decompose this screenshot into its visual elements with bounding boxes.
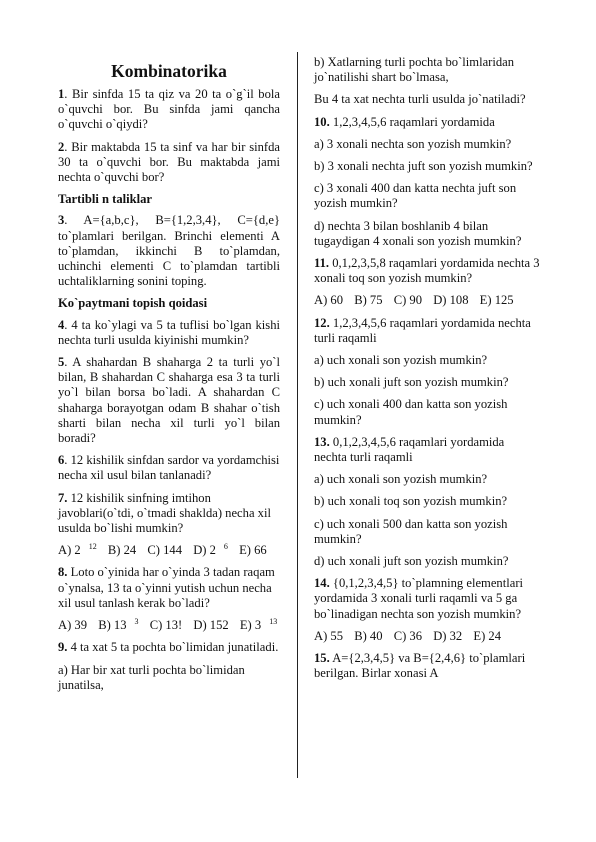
problem-number: 5	[58, 355, 65, 370]
problem-number: 15.	[314, 651, 330, 666]
answer-d: D) 2 $^6$	[193, 542, 228, 558]
problem-9	[58, 640, 280, 655]
problem-10-part-c: c) 3 xonali 400 dan katta nechta juft son yozish mumkin?	[314, 181, 517, 211]
right-column	[314, 55, 540, 689]
problem-number: 14.	[314, 576, 330, 591]
problem-9-part-a: a) Har bir xat turli pochta bo`limidan junatilsa,	[58, 662, 245, 692]
page-title: Kombinatorika	[111, 61, 227, 81]
problem-text: . Bir maktabda 15 ta sinf va har bir sinfda 30 ta o`quvchi bor. Bu maktabda jami nechta o`quvchi bor?	[58, 139, 280, 185]
answers-7	[58, 543, 280, 558]
problem-number: 10.	[314, 114, 330, 129]
problem-10-part-d: d) nechta 3 bilan boshlanib 4 bilan tugaydigan 4 xonali son yozish mumkin?	[314, 218, 522, 248]
answers-11	[314, 293, 540, 308]
problem-13-part-c: c) uch xonali 500 dan katta son yozish mumkin?	[314, 516, 508, 546]
answer-d: D) 152	[193, 618, 229, 633]
answer-a: A) 60	[314, 293, 344, 308]
problem-5	[58, 355, 280, 446]
problem-number: 1	[58, 87, 65, 101]
problem-10-part-a: a) 3 xonali nechta son yozish mumkin?	[314, 136, 512, 151]
answer-b: B) 40	[354, 628, 383, 643]
problem-text: A={2,3,4,5} va B={2,4,6} to`plamlari berilgan. Birlar xonasi A	[314, 651, 526, 681]
problem-number: 4	[58, 317, 65, 332]
problem-text: . 12 kishilik sinfdan sardor va yordamchisi necha xil usul bilan tanlanadi?	[58, 453, 280, 483]
answer-e: E) 3 $^{13}$	[239, 617, 278, 633]
problem-10	[314, 115, 540, 130]
problem-3	[58, 213, 280, 289]
problem-text: 0,1,2,3,4,5,6 raqamlari yordamida nechta turli raqamli	[314, 434, 505, 465]
section-heading-product-rule: Ko`paytmani topish qoidasi	[58, 296, 208, 311]
problem-text: 1,2,3,4,5,6 raqamlari yordamida nechta turli raqamli	[314, 315, 531, 345]
problem-12-part-c: c) uch xonali 400 dan katta son yozish mumkin?	[314, 397, 508, 427]
problem-7	[58, 491, 280, 537]
answer-e: E) 66	[239, 543, 267, 558]
problem-text: 0,1,2,3,5,8 raqamlari yordamida nechta 3 xonali toq son yozish mumkin?	[314, 256, 540, 286]
problem-text: 4 ta xat 5 ta pochta bo`limidan junatiladi.	[67, 640, 279, 655]
problem-10-part-b: b) 3 xonali nechta juft son yozish mumkin?	[314, 159, 533, 174]
problem-number: 7.	[58, 490, 68, 505]
answer-a: A) 39	[58, 618, 88, 633]
problem-13-part-b: b) uch xonali toq son yozish mumkin?	[314, 494, 508, 509]
problem-13-part-a: a) uch xonali son yozish mumkin?	[314, 472, 488, 487]
problem-text: 12 kishilik sinfning imtihon javoblari(o`tdi, o`tmadi shaklda) necha xil usulda bo`lishi mumkin?	[58, 490, 271, 536]
problem-13-part-d: d) uch xonali juft son yozish mumkin?	[314, 554, 509, 569]
problem-6	[58, 453, 280, 483]
problem-number: 11.	[314, 256, 330, 271]
problem-1	[58, 87, 280, 133]
answer-a: A) 2 $^{12}$	[58, 542, 97, 558]
problem-2	[58, 140, 280, 186]
problem-number: 8.	[58, 565, 68, 580]
answer-b: B) 24	[107, 543, 137, 558]
problem-14	[314, 576, 540, 622]
answer-b: B) 75	[354, 293, 383, 308]
problem-number: 2	[58, 139, 65, 154]
problem-text: Loto o`yinida har o`yinda 3 tadan raqam o`ynalsa, 13 ta o`yinni yutish uchun necha xil usul tanlash kerak bo`ladi?	[58, 565, 275, 610]
section-heading-ordered-tuples: Tartibli n taliklar	[58, 192, 153, 207]
problem-13	[314, 435, 540, 465]
problem-number: 9.	[58, 640, 68, 655]
problem-number: 12.	[314, 315, 330, 330]
problem-text: 1,2,3,4,5,6 raqamlari yordamida	[329, 114, 495, 129]
answer-b: B) 13 $^3$	[98, 617, 139, 633]
answers-8	[58, 618, 280, 633]
answer-d: D) 32	[433, 628, 463, 643]
problem-15	[314, 651, 540, 681]
problem-12-part-a: a) uch xonali son yozish mumkin?	[314, 353, 488, 368]
problem-12	[314, 316, 540, 346]
problem-number: 3	[58, 213, 65, 228]
problem-4	[58, 318, 280, 348]
problem-text: . A={a,b,c}, B={1,2,3,4}, C={d,e} to`plamlari berilgan. Brinchi elementi A to`plamdan, ikkinchi B to`plamdan, uchinchi elementi C to`plamdan tartibli uchtaliklarning sonini toping.	[58, 213, 280, 289]
answer-e: E) 125	[479, 293, 514, 308]
answer-c: C) 13!	[149, 618, 183, 633]
problem-12-part-b: b) uch xonali juft son yozish mumkin?	[314, 375, 509, 390]
answer-c: C) 90	[393, 293, 423, 308]
problem-text: . Bir sinfda 15 ta qiz va 20 ta o`g`il bola o`quvchi bor. Bu sinfda jami qancha o`quvchi o`qiydi?	[58, 87, 280, 132]
problem-text: . 4 ta ko`ylagi va 5 ta tuflisi bo`lgan kishi nechta turli usulda kiyinishi mumkin?	[58, 317, 280, 347]
problem-text: {0,1,2,3,4,5} to`plamning elementlari yordamida 3 xonali turli raqamli va 5 ga bo`linadigan nechta son yozish mumkin?	[314, 576, 524, 621]
answer-c: C) 144	[147, 543, 183, 558]
answer-c: C) 36	[393, 628, 423, 643]
left-column	[58, 55, 280, 700]
answers-14	[314, 629, 540, 644]
problem-8	[58, 565, 280, 611]
problem-9-question: Bu 4 ta xat nechta turli usulda jo`natiladi?	[314, 92, 526, 107]
problem-text: . A shahardan B shaharga 2 ta turli yo`l bilan, B shahardan C shaharga esa 3 ta turli yo`l bilan borsa bo`ladi. A shahardan C shaharga borayotgan odam B shahar o`tish sharti bilan necha xil turli yo`l bilan boradi?	[58, 355, 280, 446]
answer-a: A) 55	[314, 628, 344, 643]
column-divider	[297, 52, 298, 778]
problem-9-part-b: b) Xatlarning turli pochta bo`limlaridan jo`natilishi shart bo`lmasa,	[314, 55, 515, 85]
answer-d: D) 108	[433, 293, 469, 308]
answer-e: E) 24	[473, 628, 502, 643]
problem-number: 13.	[314, 434, 330, 449]
problem-number: 6	[58, 453, 65, 468]
problem-11	[314, 256, 540, 286]
